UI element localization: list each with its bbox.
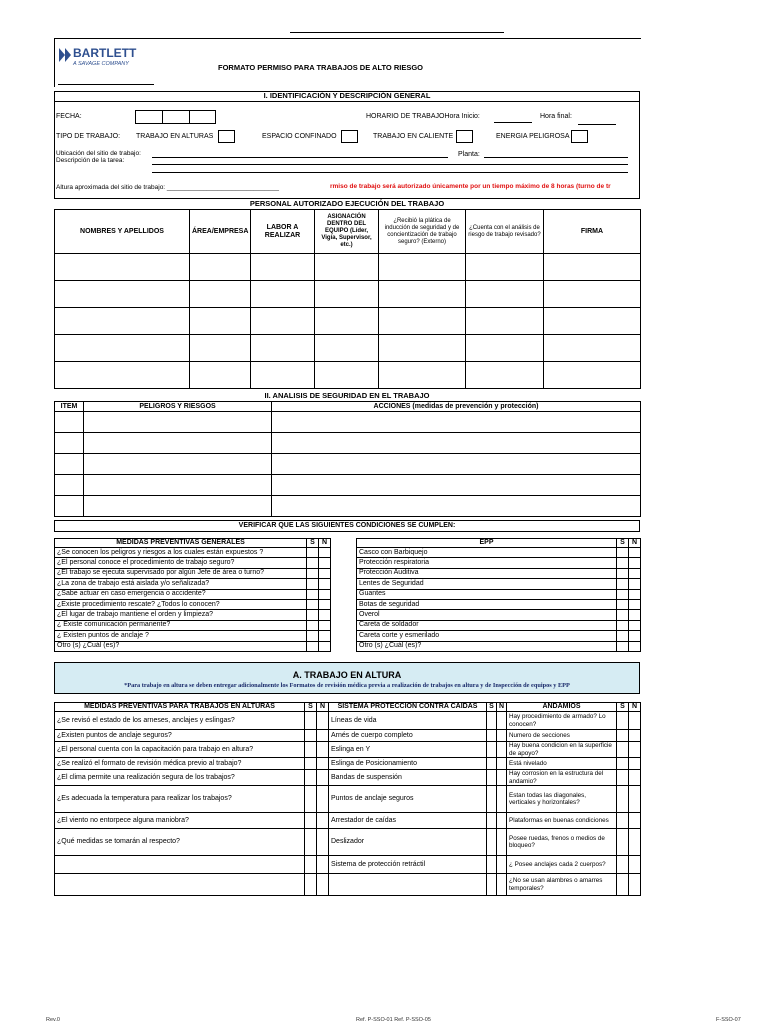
sistema-label: Arrestador de caídas <box>329 813 487 829</box>
n-check[interactable] <box>319 589 331 599</box>
n-check[interactable] <box>319 641 331 651</box>
medida-general-label: ¿El trabajo se ejecuta supervisado por algún Jefe de área o turno? <box>55 568 307 578</box>
n-check[interactable] <box>497 829 507 856</box>
andamio-label: Plataformas en buenas condiciones <box>507 813 617 829</box>
table-row <box>55 829 641 856</box>
andamio-label: ¿No se usan alambres o amarres temporales? <box>507 874 617 896</box>
medida-general-label: ¿El lugar de trabajo mantiene el orden y limpieza? <box>55 610 307 620</box>
s-check[interactable] <box>487 786 497 813</box>
col-platica: ¿Recibió la plática de inducción de seguridad y de concientización de trabajo seguro? (Externo) <box>379 210 466 254</box>
epp-label: Overol <box>357 610 617 620</box>
n-check[interactable] <box>629 758 641 770</box>
n-check[interactable] <box>319 620 331 630</box>
n-check[interactable] <box>317 813 329 829</box>
footer-rev: Rev.0 <box>46 1017 60 1023</box>
descripcion-line-2[interactable] <box>152 172 628 173</box>
medida-general-label: ¿ Existen puntos de anclaje ? <box>55 631 307 641</box>
table-row <box>55 641 331 651</box>
s-check[interactable] <box>617 829 629 856</box>
n-check[interactable] <box>497 712 507 730</box>
n-check[interactable] <box>629 874 641 896</box>
empty-cell[interactable] <box>329 874 487 896</box>
table-row <box>55 631 331 641</box>
col-n: N <box>497 703 507 712</box>
s-check[interactable] <box>305 758 317 770</box>
table-row <box>55 558 331 568</box>
s-check[interactable] <box>617 758 629 770</box>
s-check[interactable] <box>617 599 629 609</box>
empty-cell[interactable] <box>55 874 305 896</box>
col-s: S <box>307 539 319 548</box>
s-check[interactable] <box>307 568 319 578</box>
col-peligros: PELIGROS Y RIESGOS <box>84 402 272 412</box>
table-row <box>55 742 641 758</box>
table-row <box>55 712 641 730</box>
col-s: S <box>617 539 629 548</box>
s-check[interactable] <box>487 712 497 730</box>
epp-label: Guantes <box>357 589 617 599</box>
medidas-header: MEDIDAS PREVENTIVAS GENERALES <box>55 539 307 548</box>
altura-medidas-header: MEDIDAS PREVENTIVAS PARA TRABAJOS EN ALTURAS <box>55 703 305 712</box>
altura-medida-label: ¿Existen puntos de anclaje seguros? <box>55 730 305 742</box>
ubicacion-line[interactable] <box>152 157 448 158</box>
altura-medida-label: ¿El viento no entorpece alguna maniobra? <box>55 813 305 829</box>
medida-general-label: ¿ Existe comunicación permanente? <box>55 620 307 630</box>
table-row <box>55 874 641 896</box>
n-check[interactable] <box>629 813 641 829</box>
n-check[interactable] <box>629 589 641 599</box>
n-check[interactable] <box>319 610 331 620</box>
s-check[interactable] <box>617 856 629 874</box>
table-row <box>357 548 641 558</box>
s-check[interactable] <box>307 631 319 641</box>
n-check[interactable] <box>629 712 641 730</box>
s-check[interactable] <box>305 712 317 730</box>
fecha-label: FECHA: <box>56 113 82 120</box>
altura-title: A. TRABAJO EN ALTURA <box>292 670 402 680</box>
fecha-day-box[interactable] <box>135 110 163 124</box>
sistema-label: Sistema de protección retráctil <box>329 856 487 874</box>
s-check[interactable] <box>487 813 497 829</box>
table-row <box>55 599 331 609</box>
s-check[interactable] <box>305 786 317 813</box>
altura-medida-label: ¿Es adecuada la temperatura para realizar los trabajos? <box>55 786 305 813</box>
s-check[interactable] <box>307 579 319 589</box>
n-check[interactable] <box>317 770 329 786</box>
col-n: N <box>317 703 329 712</box>
table-row <box>55 496 641 517</box>
table-row <box>357 641 641 651</box>
col-s: S <box>617 703 629 712</box>
n-check[interactable] <box>319 568 331 578</box>
table-row <box>55 548 331 558</box>
descripcion-line-1[interactable] <box>152 164 628 165</box>
s-check[interactable] <box>307 620 319 630</box>
epp-label: Protección Auditiva <box>357 568 617 578</box>
s-check[interactable] <box>307 548 319 558</box>
n-check[interactable] <box>629 641 641 651</box>
n-check[interactable] <box>629 856 641 874</box>
n-check[interactable] <box>319 579 331 589</box>
s-check[interactable] <box>617 589 629 599</box>
n-check[interactable] <box>629 579 641 589</box>
n-check[interactable] <box>497 856 507 874</box>
s-check[interactable] <box>487 730 497 742</box>
col-s: S <box>305 703 317 712</box>
horario-label: HORARIO DE TRABAJOHora Inicio: <box>366 113 480 120</box>
s-check[interactable] <box>487 758 497 770</box>
medida-general-label: ¿El personal conoce el procedimiento de trabajo seguro? <box>55 558 307 568</box>
sistema-label: Eslinga de Posicionamiento <box>329 758 487 770</box>
medida-general-label: ¿Existe procedimiento rescate? ¿Todos lo conocen? <box>55 599 307 609</box>
table-row <box>357 620 641 630</box>
medida-general-label: ¿Se conocen los peligros y riesgos a los cuales están expuestos ? <box>55 548 307 558</box>
altura-medida-label: ¿Qué medidas se tomarán al respecto? <box>55 829 305 856</box>
s-check[interactable] <box>617 548 629 558</box>
altura-medida-label: ¿El clima permite una realización segura de los trabajos? <box>55 770 305 786</box>
n-check[interactable] <box>317 730 329 742</box>
analisis-table <box>54 401 641 517</box>
s-check[interactable] <box>617 874 629 896</box>
page-title: FORMATO PERMISO PARA TRABAJOS DE ALTO RIESGO <box>218 63 424 72</box>
table-row <box>55 589 331 599</box>
n-check[interactable] <box>319 631 331 641</box>
caliente-option-label: TRABAJO EN CALIENTE <box>373 133 454 140</box>
s-check[interactable] <box>307 558 319 568</box>
s-check[interactable] <box>307 641 319 651</box>
energia-option-label: ENERGIA PELIGROSA <box>496 133 570 140</box>
epp-label: Otro (s) ¿Cuál (es)? <box>357 641 617 651</box>
epp-label: Casco con Barbiquejo <box>357 548 617 558</box>
col-item: ITEM <box>55 402 84 412</box>
medida-general-label: ¿Sabe actuar en caso emergencia o accidente? <box>55 589 307 599</box>
n-check[interactable] <box>317 786 329 813</box>
col-analisis: ¿Cuenta con el análisis de riesgo de trabajo revisado? <box>466 210 544 254</box>
descripcion-label: Descripción de la tarea: <box>56 157 125 164</box>
section2-title: II. ANALISIS DE SEGURIDAD EN EL TRABAJO <box>264 391 430 400</box>
s-check[interactable] <box>487 856 497 874</box>
s-check[interactable] <box>307 610 319 620</box>
s-check[interactable] <box>617 558 629 568</box>
epp-label: Botas de seguridad <box>357 599 617 609</box>
table-row <box>55 813 641 829</box>
sistema-label: Eslinga en Y <box>329 742 487 758</box>
verificar-title: VERIFICAR QUE LAS SIGUIENTES CONDICIONES SE CUMPLEN: <box>238 522 456 529</box>
hora-inicio-line[interactable] <box>494 122 532 123</box>
top-rule <box>290 32 504 33</box>
sistema-label: Puntos de anclaje seguros <box>329 786 487 813</box>
n-check[interactable] <box>497 730 507 742</box>
epp-header: EPP <box>357 539 617 548</box>
s-check[interactable] <box>305 874 317 896</box>
altura-option-label: TRABAJO EN ALTURAS <box>136 133 214 140</box>
s-check[interactable] <box>617 631 629 641</box>
epp-label: Protección respiratoria <box>357 558 617 568</box>
altura-table <box>54 702 641 896</box>
logo-text: BARTLETT <box>73 46 137 60</box>
logo-mark-icon <box>58 46 72 64</box>
s-check[interactable] <box>617 712 629 730</box>
hora-final-line[interactable] <box>578 124 616 125</box>
n-check[interactable] <box>497 742 507 758</box>
s-check[interactable] <box>617 730 629 742</box>
epp-label: Careta corte y esmerilado <box>357 631 617 641</box>
s-check[interactable] <box>307 599 319 609</box>
n-check[interactable] <box>629 730 641 742</box>
n-check[interactable] <box>629 829 641 856</box>
table-row <box>55 254 641 281</box>
altura-medida-label <box>55 856 305 874</box>
s-check[interactable] <box>305 813 317 829</box>
s-check[interactable] <box>305 829 317 856</box>
n-check[interactable] <box>497 786 507 813</box>
epp-label: Lentes de Seguridad <box>357 579 617 589</box>
table-row <box>55 281 641 308</box>
table-row <box>55 568 331 578</box>
sistema-label: Deslizador <box>329 829 487 856</box>
s-check[interactable] <box>487 874 497 896</box>
col-n: N <box>629 703 641 712</box>
energia-checkbox[interactable] <box>571 130 588 143</box>
table-row <box>55 856 641 874</box>
n-check[interactable] <box>629 631 641 641</box>
table-row <box>55 335 641 362</box>
n-check[interactable] <box>497 874 507 896</box>
sistema-label: Líneas de vida <box>329 712 487 730</box>
andamio-label: Hay buena condicion en la superficie de apoyo? <box>507 742 617 758</box>
n-check[interactable] <box>629 548 641 558</box>
n-check[interactable] <box>629 620 641 630</box>
col-n: N <box>629 539 641 548</box>
andamio-label: Hay corrosion en la estructura del andamio? <box>507 770 617 786</box>
table-row <box>55 362 641 389</box>
table-row <box>55 770 641 786</box>
n-check[interactable] <box>317 856 329 874</box>
table-row <box>357 610 641 620</box>
andamio-label: Está nivelado <box>507 758 617 770</box>
table-row <box>55 610 331 620</box>
s-check[interactable] <box>307 589 319 599</box>
table-row <box>55 579 331 589</box>
n-check[interactable] <box>629 599 641 609</box>
n-check[interactable] <box>319 599 331 609</box>
altura-note: *Para trabajo en altura se deben entregar adicionalmente los Formatos de revisión médica previa a realización de trabajos en altura y de Inspección de equipos y EPP <box>124 682 570 689</box>
table-row <box>357 631 641 641</box>
epp-label: Careta de soldador <box>357 620 617 630</box>
n-check[interactable] <box>317 874 329 896</box>
altura-andamios-header: ANDAMIOS <box>507 703 617 712</box>
table-row <box>55 475 641 496</box>
sistema-label: Bandas de suspensión <box>329 770 487 786</box>
s-check[interactable] <box>305 730 317 742</box>
fecha-month-box[interactable] <box>162 110 190 124</box>
s-check[interactable] <box>617 813 629 829</box>
autorizacion-note: rmiso de trabajo será autorizado únicamente por un tiempo máximo de 8 horas (turno de tr <box>330 183 611 190</box>
planta-line[interactable] <box>484 157 628 158</box>
n-check[interactable] <box>629 742 641 758</box>
altura-sistema-header: SISTEMA PROTECCIÓN CONTRA CAIDAS <box>329 703 487 712</box>
s-check[interactable] <box>305 770 317 786</box>
andamio-label: Hay procedimiento de armado? Lo conocen? <box>507 712 617 730</box>
n-check[interactable] <box>629 558 641 568</box>
personal-title: PERSONAL AUTORIZADO EJECUCIÓN DEL TRABAJO <box>249 199 445 208</box>
s-check[interactable] <box>617 568 629 578</box>
n-check[interactable] <box>629 610 641 620</box>
fecha-year-box[interactable] <box>189 110 216 124</box>
altura-aprox-label: Altura aproximada del sitio de trabajo: _______________________________ <box>56 184 279 191</box>
hora-final-label: Hora final: <box>540 113 572 120</box>
medidas-generales-table <box>54 538 331 652</box>
n-check[interactable] <box>317 712 329 730</box>
s-check[interactable] <box>487 829 497 856</box>
altura-checkbox[interactable] <box>218 130 235 143</box>
s-check[interactable] <box>617 610 629 620</box>
n-check[interactable] <box>629 786 641 813</box>
epp-table <box>356 538 641 652</box>
n-check[interactable] <box>629 568 641 578</box>
col-s: S <box>487 703 497 712</box>
n-check[interactable] <box>319 548 331 558</box>
tipo-trabajo-label: TIPO DE TRABAJO: <box>56 133 121 140</box>
s-check[interactable] <box>305 742 317 758</box>
table-row <box>55 758 641 770</box>
medida-general-label: ¿La zona de trabajo está aislada y/o señalizada? <box>55 579 307 589</box>
andamio-label: Estan todas las diagonales, verticales y horizontales? <box>507 786 617 813</box>
table-row <box>55 786 641 813</box>
andamio-label: Posee ruedas, frenos o medios de bloqueo? <box>507 829 617 856</box>
confinado-option-label: ESPACIO CONFINADO <box>262 133 337 140</box>
section1-title: I. IDENTIFICACIÓN Y DESCRIPCIÓN GENERAL <box>263 91 431 100</box>
andamio-label: ¿ Posee anclajes cada 2 cuerpos? <box>507 856 617 874</box>
n-check[interactable] <box>497 758 507 770</box>
col-asignacion: ASIGNACIÓN DENTRO DEL EQUIPO (Líder, Vigía, Supervisor, etc.) <box>315 210 379 254</box>
s-check[interactable] <box>487 742 497 758</box>
footer-ref: Ref. P-SSO-01 Ref. P-SSO-05 <box>356 1017 431 1023</box>
s-check[interactable] <box>617 786 629 813</box>
s-check[interactable] <box>617 742 629 758</box>
table-row <box>357 579 641 589</box>
altura-medida-label: ¿Se revisó el estado de los arneses, anclajes y eslingas? <box>55 712 305 730</box>
n-check[interactable] <box>629 770 641 786</box>
caliente-checkbox[interactable] <box>456 130 473 143</box>
s-check[interactable] <box>305 856 317 874</box>
table-row <box>55 412 641 433</box>
n-check[interactable] <box>317 758 329 770</box>
table-row <box>55 620 331 630</box>
andamio-label: Numero de secciones <box>507 730 617 742</box>
table-row <box>55 308 641 335</box>
n-check[interactable] <box>497 770 507 786</box>
col-labor: LABOR A REALIZAR <box>251 210 315 254</box>
personal-table <box>54 209 641 389</box>
col-area: ÁREA/EMPRESA <box>190 210 251 254</box>
medida-general-label: Otro (s) ¿Cuál (es)? <box>55 641 307 651</box>
s-check[interactable] <box>617 770 629 786</box>
ubicacion-label: Ubicación del sitio de trabajo: <box>56 150 141 157</box>
sistema-label: Arnés de cuerpo completo <box>329 730 487 742</box>
n-check[interactable] <box>317 742 329 758</box>
table-row <box>357 589 641 599</box>
table-row <box>357 558 641 568</box>
confinado-checkbox[interactable] <box>341 130 358 143</box>
altura-medida-label: ¿Se realizó el formato de revisión médica previo al trabajo? <box>55 758 305 770</box>
logo-subtext: A SAVAGE COMPANY <box>73 61 129 67</box>
footer-code: F-SSO-07 <box>716 1017 741 1023</box>
table-row <box>55 730 641 742</box>
planta-label: Planta: <box>458 151 480 158</box>
table-row <box>55 433 641 454</box>
n-check[interactable] <box>317 829 329 856</box>
n-check[interactable] <box>497 813 507 829</box>
table-row <box>357 568 641 578</box>
section1-title-rule <box>54 101 640 102</box>
col-nombres: NOMBRES Y APELLIDOS <box>55 210 190 254</box>
company-logo <box>58 44 154 84</box>
n-check[interactable] <box>319 558 331 568</box>
col-acciones: ACCIONES (medidas de prevención y protección) <box>272 402 641 412</box>
col-firma: FIRMA <box>544 210 641 254</box>
col-n: N <box>319 539 331 548</box>
s-check[interactable] <box>617 620 629 630</box>
table-row <box>357 599 641 609</box>
s-check[interactable] <box>617 579 629 589</box>
s-check[interactable] <box>487 770 497 786</box>
s-check[interactable] <box>617 641 629 651</box>
table-row <box>55 454 641 475</box>
logo-underline <box>58 84 154 85</box>
altura-medida-label: ¿El personal cuenta con la capacitación para trabajo en altura? <box>55 742 305 758</box>
